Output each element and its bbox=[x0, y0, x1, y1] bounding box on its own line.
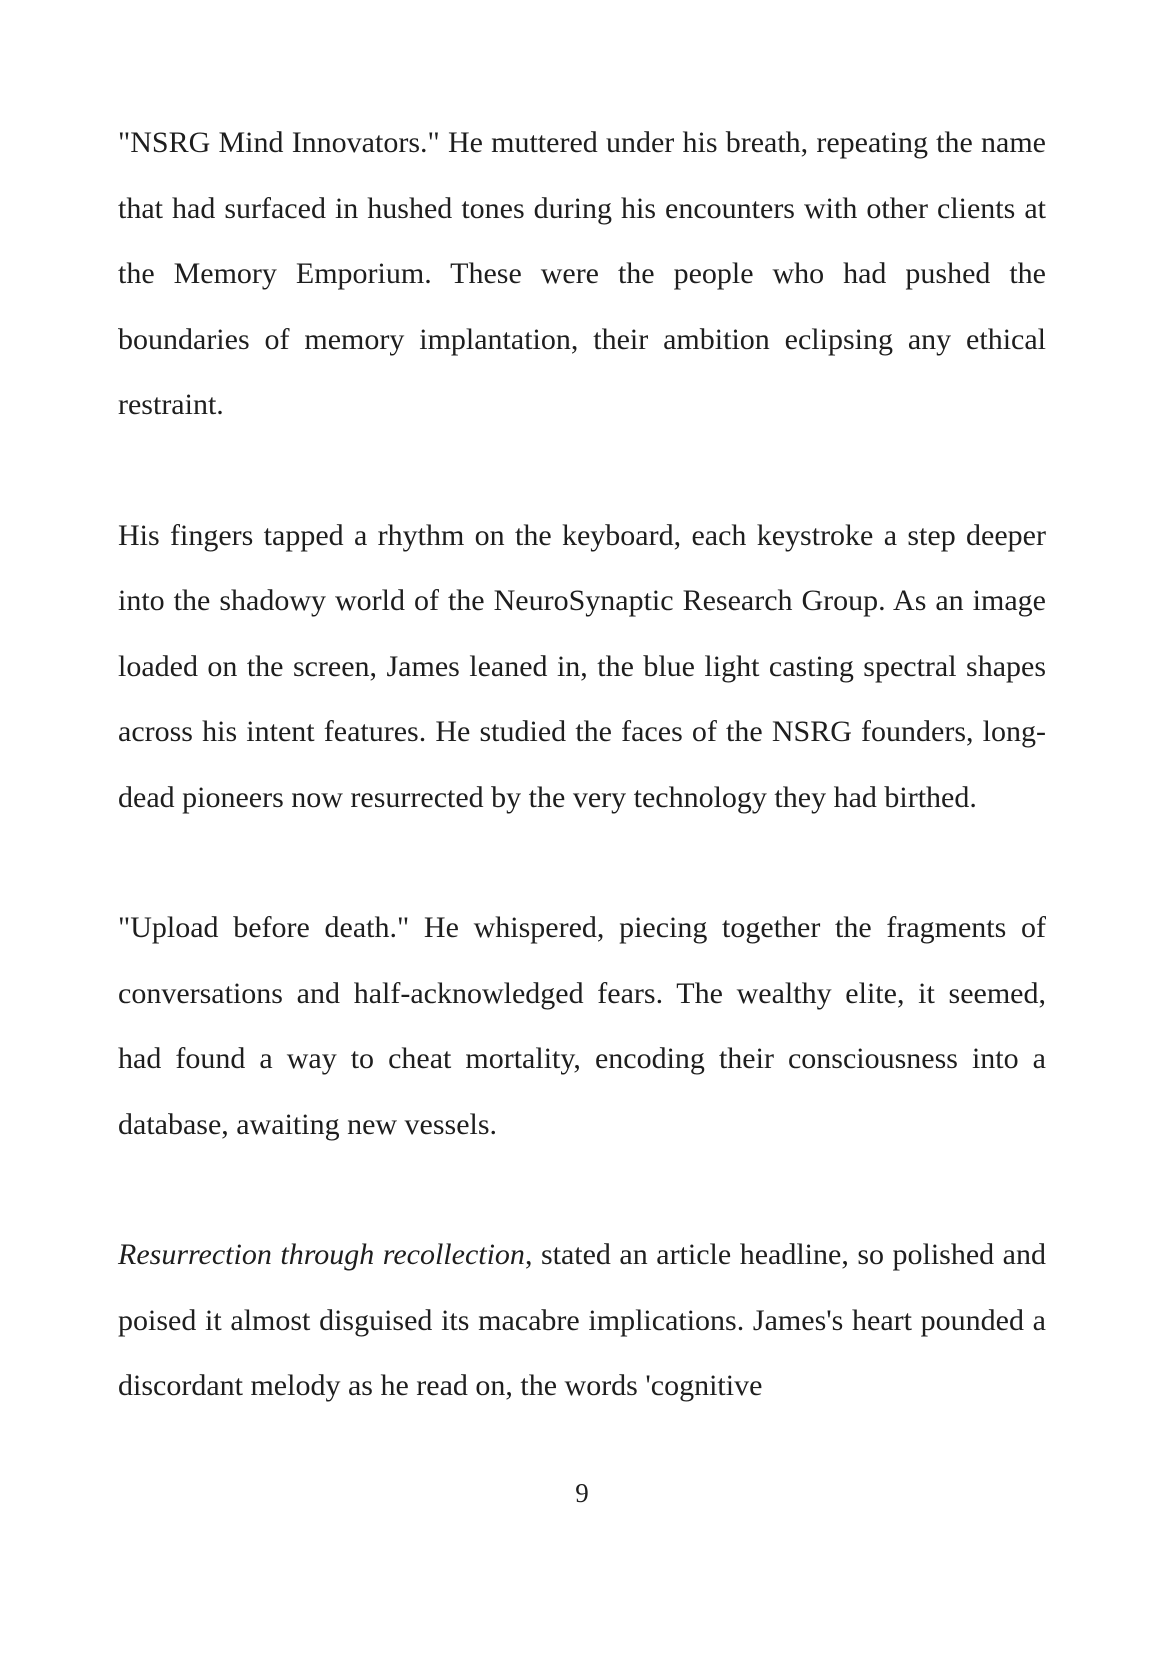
paragraph-2: His fingers tapped a rhythm on the keyboard, each keystroke a step deeper into the shadowy world of the NeuroSynaptic Research Group. As an image loaded on the screen, James leaned in, the blue light casting spectral shapes across his intent features. He studied the faces of the NSRG founders, long-dead pioneers now resurrected by the very technology they had birthed. bbox=[118, 518, 1046, 814]
paragraph-3: "Upload before death." He whispered, piecing together the fragments of conversations and half-acknowledged fears. The wealthy elite, it seemed, had found a way to cheat mortality, encoding their consciousness into a database, awaiting new vessels. bbox=[118, 911, 1046, 1141]
paragraph-4-text: , stated an article headline, so polished and poised it almost disguised its macabre implications. James's heart pounded a discordant melody as he read on, the words 'cognitive bbox=[118, 1238, 1046, 1402]
paragraph-1: "NSRG Mind Innovators." He muttered under his breath, repeating the name that had surfaced in hushed tones during his encounters with other clients at the Memory Emporium. These were the people who had pushed the boundaries of memory implantation, their ambition eclipsing any ethical restraint. bbox=[118, 126, 1046, 421]
body-text bbox=[118, 110, 1046, 1419]
page-number: 9 bbox=[575, 1478, 589, 1508]
article-headline: Resurrection through recollection bbox=[118, 1238, 525, 1271]
paragraph-4 bbox=[118, 1222, 1046, 1419]
